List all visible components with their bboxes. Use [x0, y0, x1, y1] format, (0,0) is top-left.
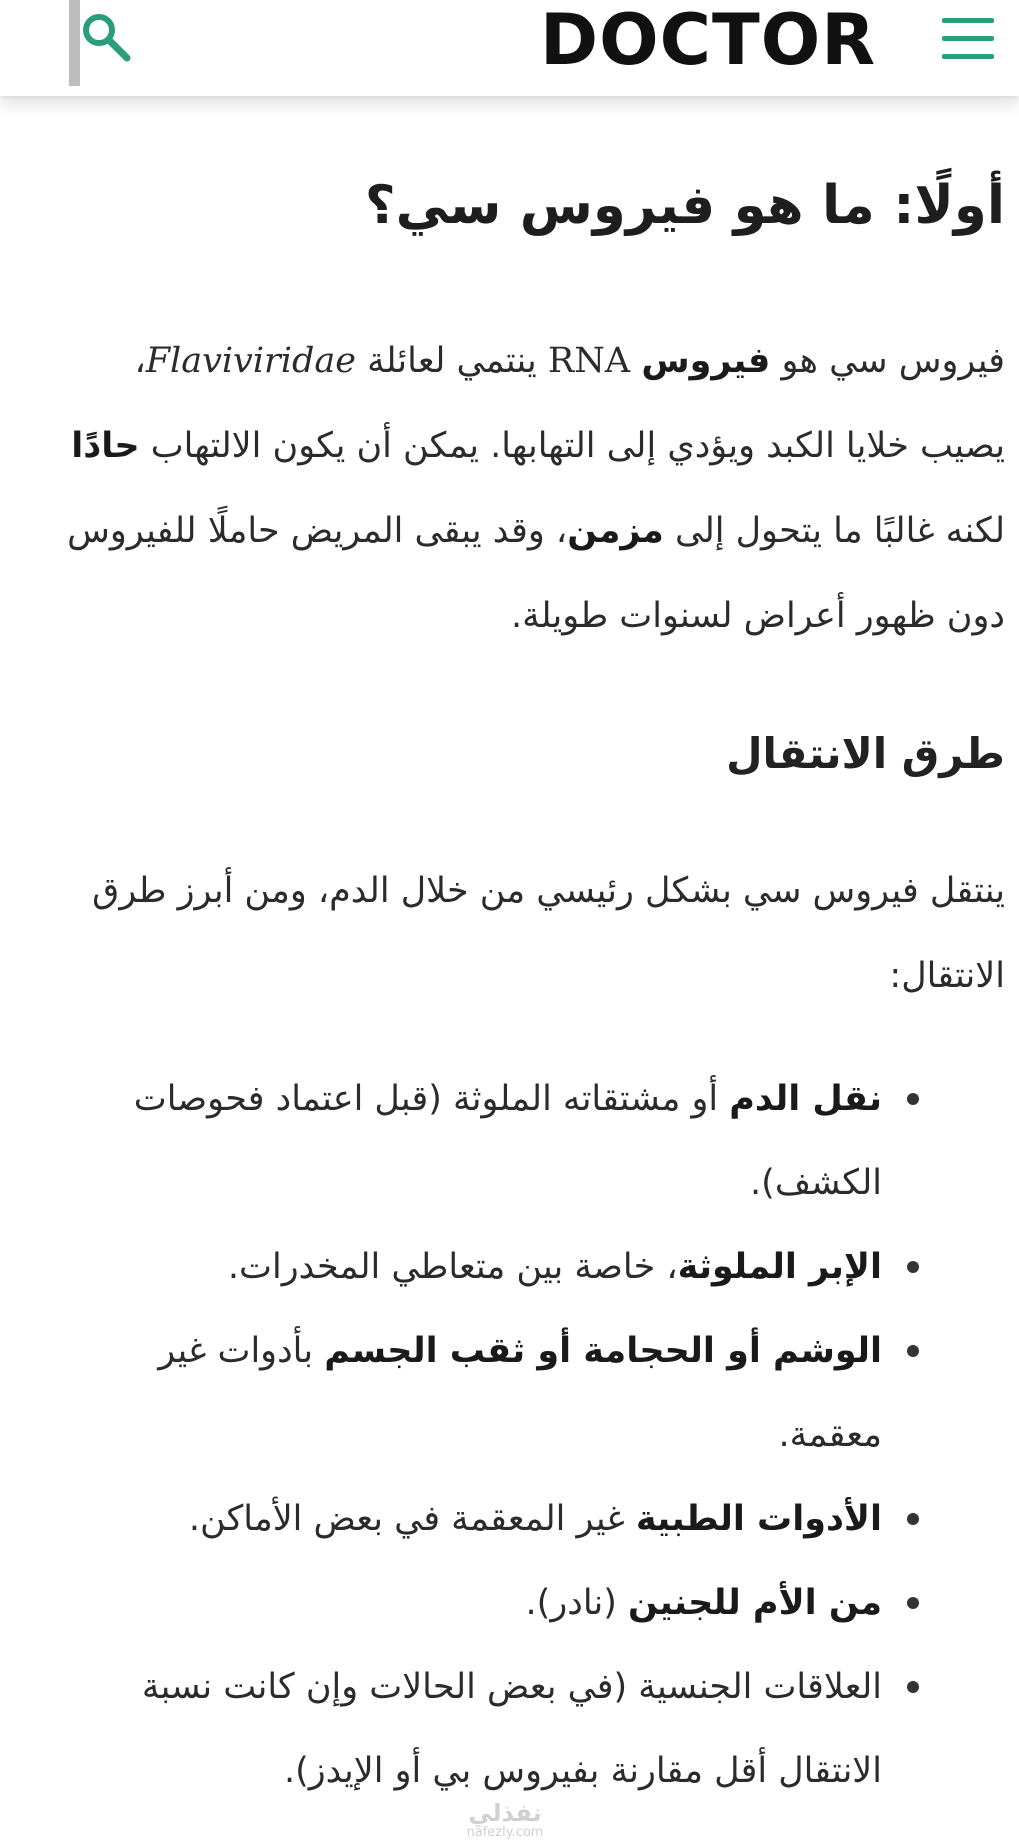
transmission-list — [60, 1057, 1005, 1813]
search-button[interactable] — [78, 10, 134, 66]
list-item: نقل الدم أو مشتقاته الملوثة (قبل اعتماد فحوصات الكشف). — [60, 1057, 882, 1225]
hamburger-menu-icon — [942, 18, 994, 23]
search-icon — [78, 10, 134, 66]
bullet-icon — [907, 1597, 919, 1609]
section-title: طرق الانتقال — [726, 729, 1005, 778]
bullet-icon — [907, 1261, 919, 1273]
list-item: العلاقات الجنسية (في بعض الحالات وإن كانت نسبة الانتقال أقل مقارنة بفيروس بي أو الإيدز). — [60, 1645, 882, 1813]
list-item: الأدوات الطبية غير المعقمة في بعض الأماكن. — [60, 1477, 882, 1561]
menu-button[interactable] — [940, 14, 996, 62]
list-item: الإبر الملوثة، خاصة بين متعاطي المخدرات. — [60, 1225, 882, 1309]
bullet-icon — [907, 1513, 919, 1525]
article-title: أولًا: ما هو فيروس سي؟ — [364, 175, 1005, 236]
section-intro: ينتقل فيروس سي بشكل رئيسي من خلال الدم، ومن أبرز طرق الانتقال: — [92, 871, 1005, 996]
top-header — [0, 0, 1019, 96]
article-content — [60, 96, 1005, 1813]
watermark-logo: نفذلي nafezly.com — [466, 1799, 544, 1840]
bullet-icon — [907, 1345, 919, 1357]
bullet-icon — [907, 1681, 919, 1693]
intro-paragraph: فيروس سي هو فيروس RNA ينتمي لعائلة Flaviviridae، يصيب خلايا الكبد ويؤدي إلى التهابها. يمكن أن يكون الالتهاب حادًا لكنه غالبًا ما يتحول إلى مزمن، وقد يبقى المريض حاملًا للفيروس دون ظهور أعراض لسنوات طويلة. — [67, 341, 1005, 636]
site-logo[interactable]: DOCTOR — [540, 0, 877, 81]
bullet-icon — [907, 1093, 919, 1105]
list-item: من الأم للجنين (نادر). — [60, 1561, 882, 1645]
list-item: الوشم أو الحجامة أو ثقب الجسم بأدوات غير معقمة. — [60, 1309, 882, 1477]
